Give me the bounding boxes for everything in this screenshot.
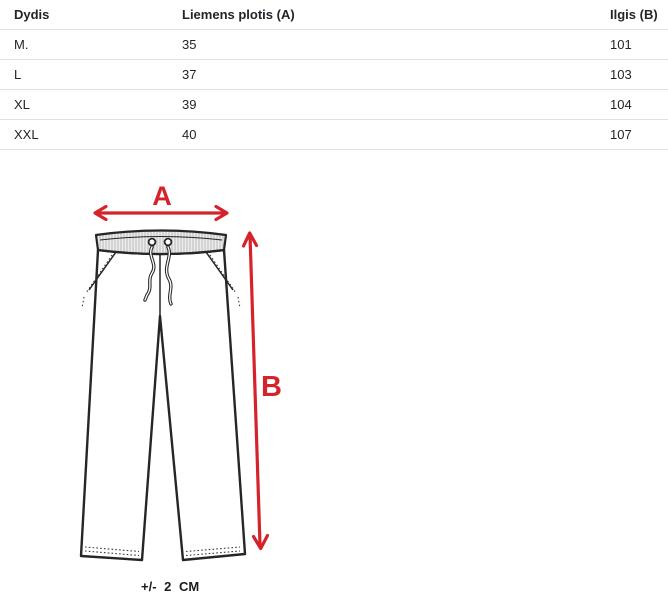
cell-size: XXL: [0, 120, 170, 150]
cell-size: M.: [0, 30, 170, 60]
cell-size: XL: [0, 90, 170, 120]
dimension-label-a: A: [152, 181, 172, 211]
table-row: [0, 30, 668, 60]
cell-waist: 40: [170, 120, 598, 150]
table-row: [0, 60, 668, 90]
cell-waist: 37: [170, 60, 598, 90]
pants-measurement-diagram: [0, 150, 668, 611]
col-header-length: Ilgis (B): [598, 0, 668, 30]
table-row: [0, 90, 668, 120]
table-row: [0, 120, 668, 150]
pants-outline: [81, 250, 245, 560]
col-header-waist-width: Liemens plotis (A): [170, 0, 598, 30]
waistband: [96, 231, 226, 255]
cell-length: 103: [598, 60, 668, 90]
size-table: [0, 0, 668, 150]
cell-size: L: [0, 60, 170, 90]
cell-length: 107: [598, 120, 668, 150]
dimension-label-b: B: [261, 371, 282, 403]
cell-waist: 35: [170, 30, 598, 60]
tolerance-note: +/- 2 CM: [141, 579, 200, 594]
cell-length: 104: [598, 90, 668, 120]
cell-waist: 39: [170, 90, 598, 120]
table-header-row: [0, 0, 668, 30]
col-header-size: Dydis: [0, 0, 170, 30]
cell-length: 101: [598, 30, 668, 60]
